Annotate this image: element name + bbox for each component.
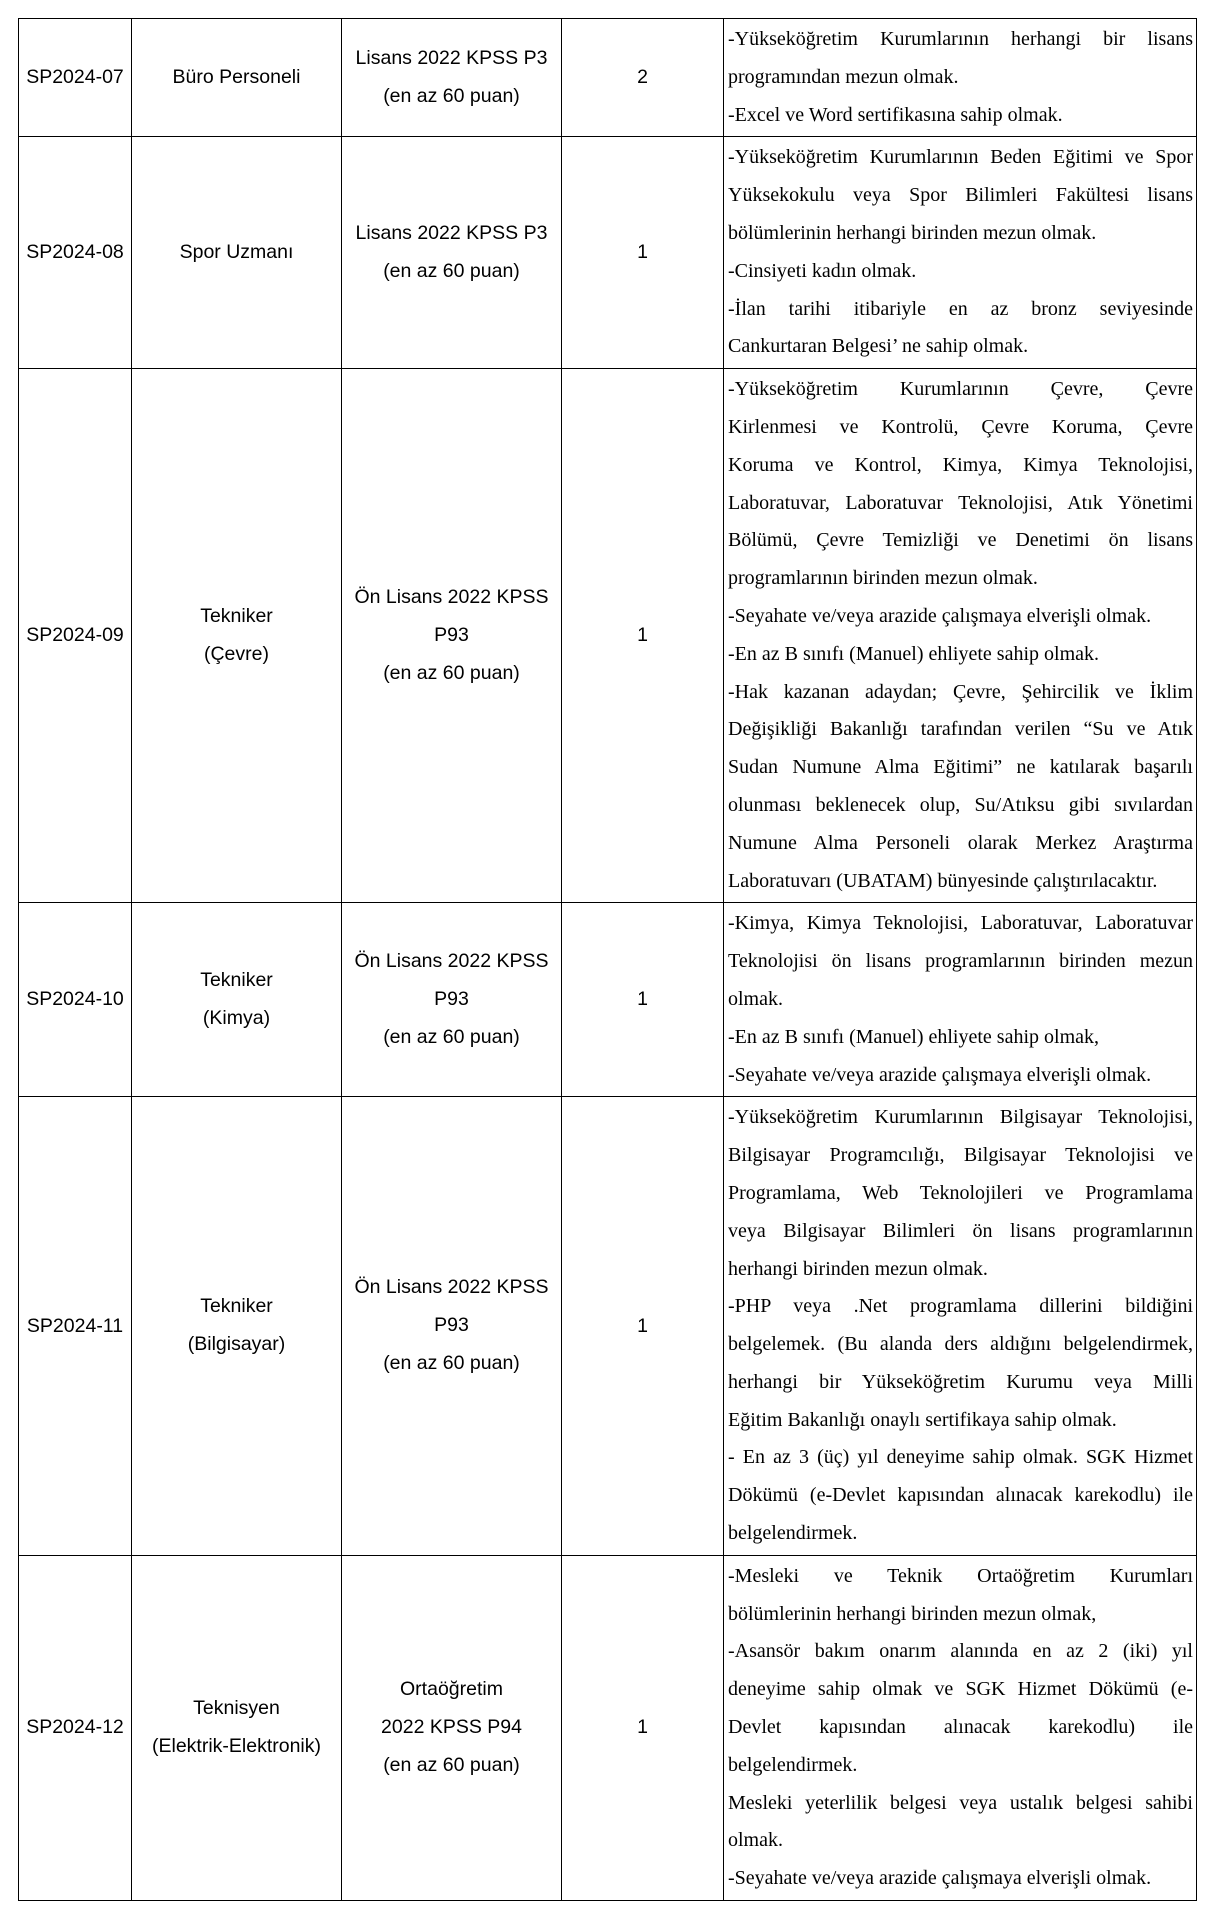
qualification-line: olmak. <box>728 987 783 1010</box>
qualification-line: -Hak kazanan adaydan; Çevre, Şehircilik ve İklim <box>728 680 1193 703</box>
exam-requirement-cell <box>342 369 562 903</box>
position-title-line: Spor Uzmanı <box>179 240 294 263</box>
qualification-line: programından mezun olmak. <box>728 65 959 88</box>
table-body <box>19 19 1197 1901</box>
qualification-line: -Kimya, Kimya Teknolojisi, Laboratuvar, Laboratuvar <box>728 912 1193 935</box>
table-row <box>19 137 1197 369</box>
exam-requirement-line: (en az 60 puan) <box>383 259 520 282</box>
exam-requirement-line: P93 <box>434 1314 469 1337</box>
table-row <box>19 1555 1197 1900</box>
exam-requirement-line: Ön Lisans 2022 KPSS <box>354 586 549 609</box>
qualification-line: herhangi bir Yükseköğretim Kurumu veya Milli <box>728 1370 1193 1393</box>
position-title-line: Teknisyen <box>193 1697 280 1720</box>
exam-requirement-line: (en az 60 puan) <box>383 1753 520 1776</box>
qualification-line: -En az B sınıfı (Manuel) ehliyete sahip olmak. <box>728 642 1100 665</box>
exam-requirement-cell <box>342 1097 562 1556</box>
qualification-line: belgelendirmek. <box>728 1522 858 1545</box>
position-title-line: Büro Personeli <box>172 65 301 88</box>
qualification-line: -Seyahate ve/veya arazide çalışmaya elverişli olmak. <box>728 1867 1152 1890</box>
qualifications-cell <box>724 369 1197 903</box>
qualification-line: Koruma ve Kontrol, Kimya, Kimya Teknolojisi, <box>728 453 1193 476</box>
exam-requirement-line: (en az 60 puan) <box>383 84 520 107</box>
qualification-line: olunması beklenecek olup, Su/Atıksu gibi sıvılardan <box>728 793 1193 816</box>
qualification-line: olmak. <box>728 1829 783 1852</box>
exam-requirement-line: (en az 60 puan) <box>383 1351 520 1374</box>
position-count-cell: 1 <box>562 369 724 903</box>
table-row <box>19 369 1197 903</box>
qualification-line: bölümlerinin herhangi birinden mezun olmak. <box>728 221 1097 244</box>
qualification-line: Yüksekokulu veya Spor Bilimleri Fakültesi lisans <box>728 184 1193 207</box>
job-requirements-table <box>18 18 1197 1901</box>
qualifications-cell <box>724 1555 1197 1900</box>
exam-requirement-cell <box>342 1555 562 1900</box>
position-count-cell: 1 <box>562 1097 724 1556</box>
exam-requirement-cell <box>342 903 562 1097</box>
position-title-cell <box>132 137 342 369</box>
position-count-cell: 2 <box>562 19 724 137</box>
qualification-line: Değişikliği Bakanlığı tarafından verilen “Su ve Atık <box>728 718 1193 741</box>
exam-requirement-line: 2022 KPSS P94 <box>381 1716 522 1739</box>
position-title-line: Tekniker <box>200 1295 273 1318</box>
position-title-line: (Kimya) <box>202 1006 271 1029</box>
qualification-line: programlarının birinden mezun olmak. <box>728 567 1038 590</box>
exam-requirement-line: Ön Lisans 2022 KPSS <box>354 950 549 973</box>
exam-requirement-line: Ön Lisans 2022 KPSS <box>354 1276 549 1299</box>
qualification-line: -Yükseköğretim Kurumlarının Beden Eğitimi ve Spor <box>728 146 1193 169</box>
exam-requirement-line: (en az 60 puan) <box>383 1025 520 1048</box>
qualification-line: belgelendirmek. <box>728 1753 858 1776</box>
exam-requirement-cell <box>342 19 562 137</box>
qualification-line: herhangi birinden mezun olmak. <box>728 1257 988 1280</box>
qualification-line: -En az B sınıfı (Manuel) ehliyete sahip olmak, <box>728 1025 1100 1048</box>
qualification-line: -Yükseköğretim Kurumlarının herhangi bir lisans <box>728 28 1193 50</box>
position-code-cell: SP2024-11 <box>19 1097 132 1556</box>
qualification-line: -PHP veya .Net programlama dillerini bildiğini <box>728 1295 1193 1318</box>
qualification-line: Bilgisayar Programcılığı, Bilgisayar Teknolojisi ve <box>728 1144 1193 1167</box>
qualification-line: Dökümü (e-Devlet kapısından alınacak karekodlu) ile <box>728 1484 1193 1507</box>
position-count-cell: 1 <box>562 137 724 369</box>
qualification-line: Programlama, Web Teknolojileri ve Programlama <box>728 1181 1193 1204</box>
qualifications-cell <box>724 137 1197 369</box>
exam-requirement-line: P93 <box>434 987 469 1010</box>
qualification-line: -Yükseköğretim Kurumlarının Çevre, Çevre <box>728 378 1193 401</box>
qualification-line: -Excel ve Word sertifikasına sahip olmak. <box>728 103 1063 126</box>
qualification-line: Laboratuvarı (UBATAM) bünyesinde çalıştırılacaktır. <box>728 869 1158 892</box>
position-code-cell: SP2024-10 <box>19 903 132 1097</box>
qualification-line: deneyime sahip olmak ve SGK Hizmet Dökümü (e- <box>728 1678 1193 1701</box>
position-count-cell: 1 <box>562 1555 724 1900</box>
qualification-line: -İlan tarihi itibariyle en az bronz seviyesinde <box>728 297 1193 320</box>
exam-requirement-line: Lisans 2022 KPSS P3 <box>355 221 548 244</box>
qualification-line: Mesleki yeterlilik belgesi veya ustalık belgesi sahibi <box>728 1791 1193 1814</box>
position-code-cell: SP2024-09 <box>19 369 132 903</box>
qualification-line: belgelemek. (Bu alanda ders aldığını belgelendirmek, <box>728 1333 1193 1356</box>
position-title-line: Tekniker <box>200 969 273 992</box>
position-title-cell <box>132 1097 342 1556</box>
exam-requirement-cell <box>342 137 562 369</box>
position-title-line: Tekniker <box>200 604 273 627</box>
exam-requirement-line: Ortaöğretim <box>400 1678 503 1701</box>
exam-requirement-line: P93 <box>434 623 469 646</box>
position-code-cell: SP2024-12 <box>19 1555 132 1900</box>
position-title-line: (Çevre) <box>203 642 269 665</box>
position-count-cell: 1 <box>562 903 724 1097</box>
exam-requirement-line: (en az 60 puan) <box>383 661 520 684</box>
exam-requirement-line: Lisans 2022 KPSS P3 <box>355 46 548 69</box>
qualification-line: -Mesleki ve Teknik Ortaöğretim Kurumları <box>728 1564 1193 1587</box>
qualification-line: Teknolojisi ön lisans programlarının birinden mezun <box>728 950 1193 973</box>
qualification-line: Eğitim Bakanlığı onaylı sertifikaya sahip olmak. <box>728 1408 1117 1431</box>
table-row <box>19 19 1197 137</box>
position-title-cell <box>132 1555 342 1900</box>
position-title-cell <box>132 903 342 1097</box>
position-code-cell: SP2024-07 <box>19 19 132 137</box>
qualification-line: -Seyahate ve/veya arazide çalışmaya elverişli olmak. <box>728 1063 1152 1086</box>
qualification-line: veya Bilgisayar Bilimleri ön lisans programlarının <box>728 1219 1193 1242</box>
qualification-line: Numune Alma Personeli olarak Merkez Araştırma <box>728 831 1193 854</box>
qualifications-cell <box>724 1097 1197 1556</box>
position-title-line: (Elektrik-Elektronik) <box>151 1734 322 1757</box>
qualification-line: - En az 3 (üç) yıl deneyime sahip olmak. SGK Hizmet <box>728 1446 1193 1469</box>
qualifications-cell <box>724 19 1197 137</box>
table-row <box>19 1097 1197 1556</box>
position-code-cell: SP2024-08 <box>19 137 132 369</box>
position-title-cell <box>132 19 342 137</box>
position-title-cell <box>132 369 342 903</box>
qualifications-cell <box>724 903 1197 1097</box>
qualification-line: Kirlenmesi ve Kontrolü, Çevre Koruma, Çevre <box>728 415 1193 438</box>
qualification-line: Laboratuvar, Laboratuvar Teknolojisi, Atık Yönetimi <box>728 491 1193 514</box>
qualification-line: Sudan Numune Alma Eğitimi” ne katılarak başarılı <box>728 756 1193 779</box>
qualification-line: -Cinsiyeti kadın olmak. <box>728 259 917 282</box>
qualification-line: Devlet kapısından alınacak karekodlu) ile <box>728 1716 1193 1739</box>
qualification-line: -Asansör bakım onarım alanında en az 2 (iki) yıl <box>728 1640 1193 1663</box>
position-title-line: (Bilgisayar) <box>187 1333 286 1356</box>
qualification-line: Bölümü, Çevre Temizliği ve Denetimi ön lisans <box>728 529 1193 552</box>
qualification-line: -Yükseköğretim Kurumlarının Bilgisayar Teknolojisi, <box>728 1106 1193 1129</box>
table-row <box>19 903 1197 1097</box>
qualification-line: Cankurtaran Belgesi’ ne sahip olmak. <box>728 335 1029 358</box>
qualification-line: bölümlerinin herhangi birinden mezun olmak, <box>728 1602 1097 1625</box>
qualification-line: -Seyahate ve/veya arazide çalışmaya elverişli olmak. <box>728 604 1152 627</box>
